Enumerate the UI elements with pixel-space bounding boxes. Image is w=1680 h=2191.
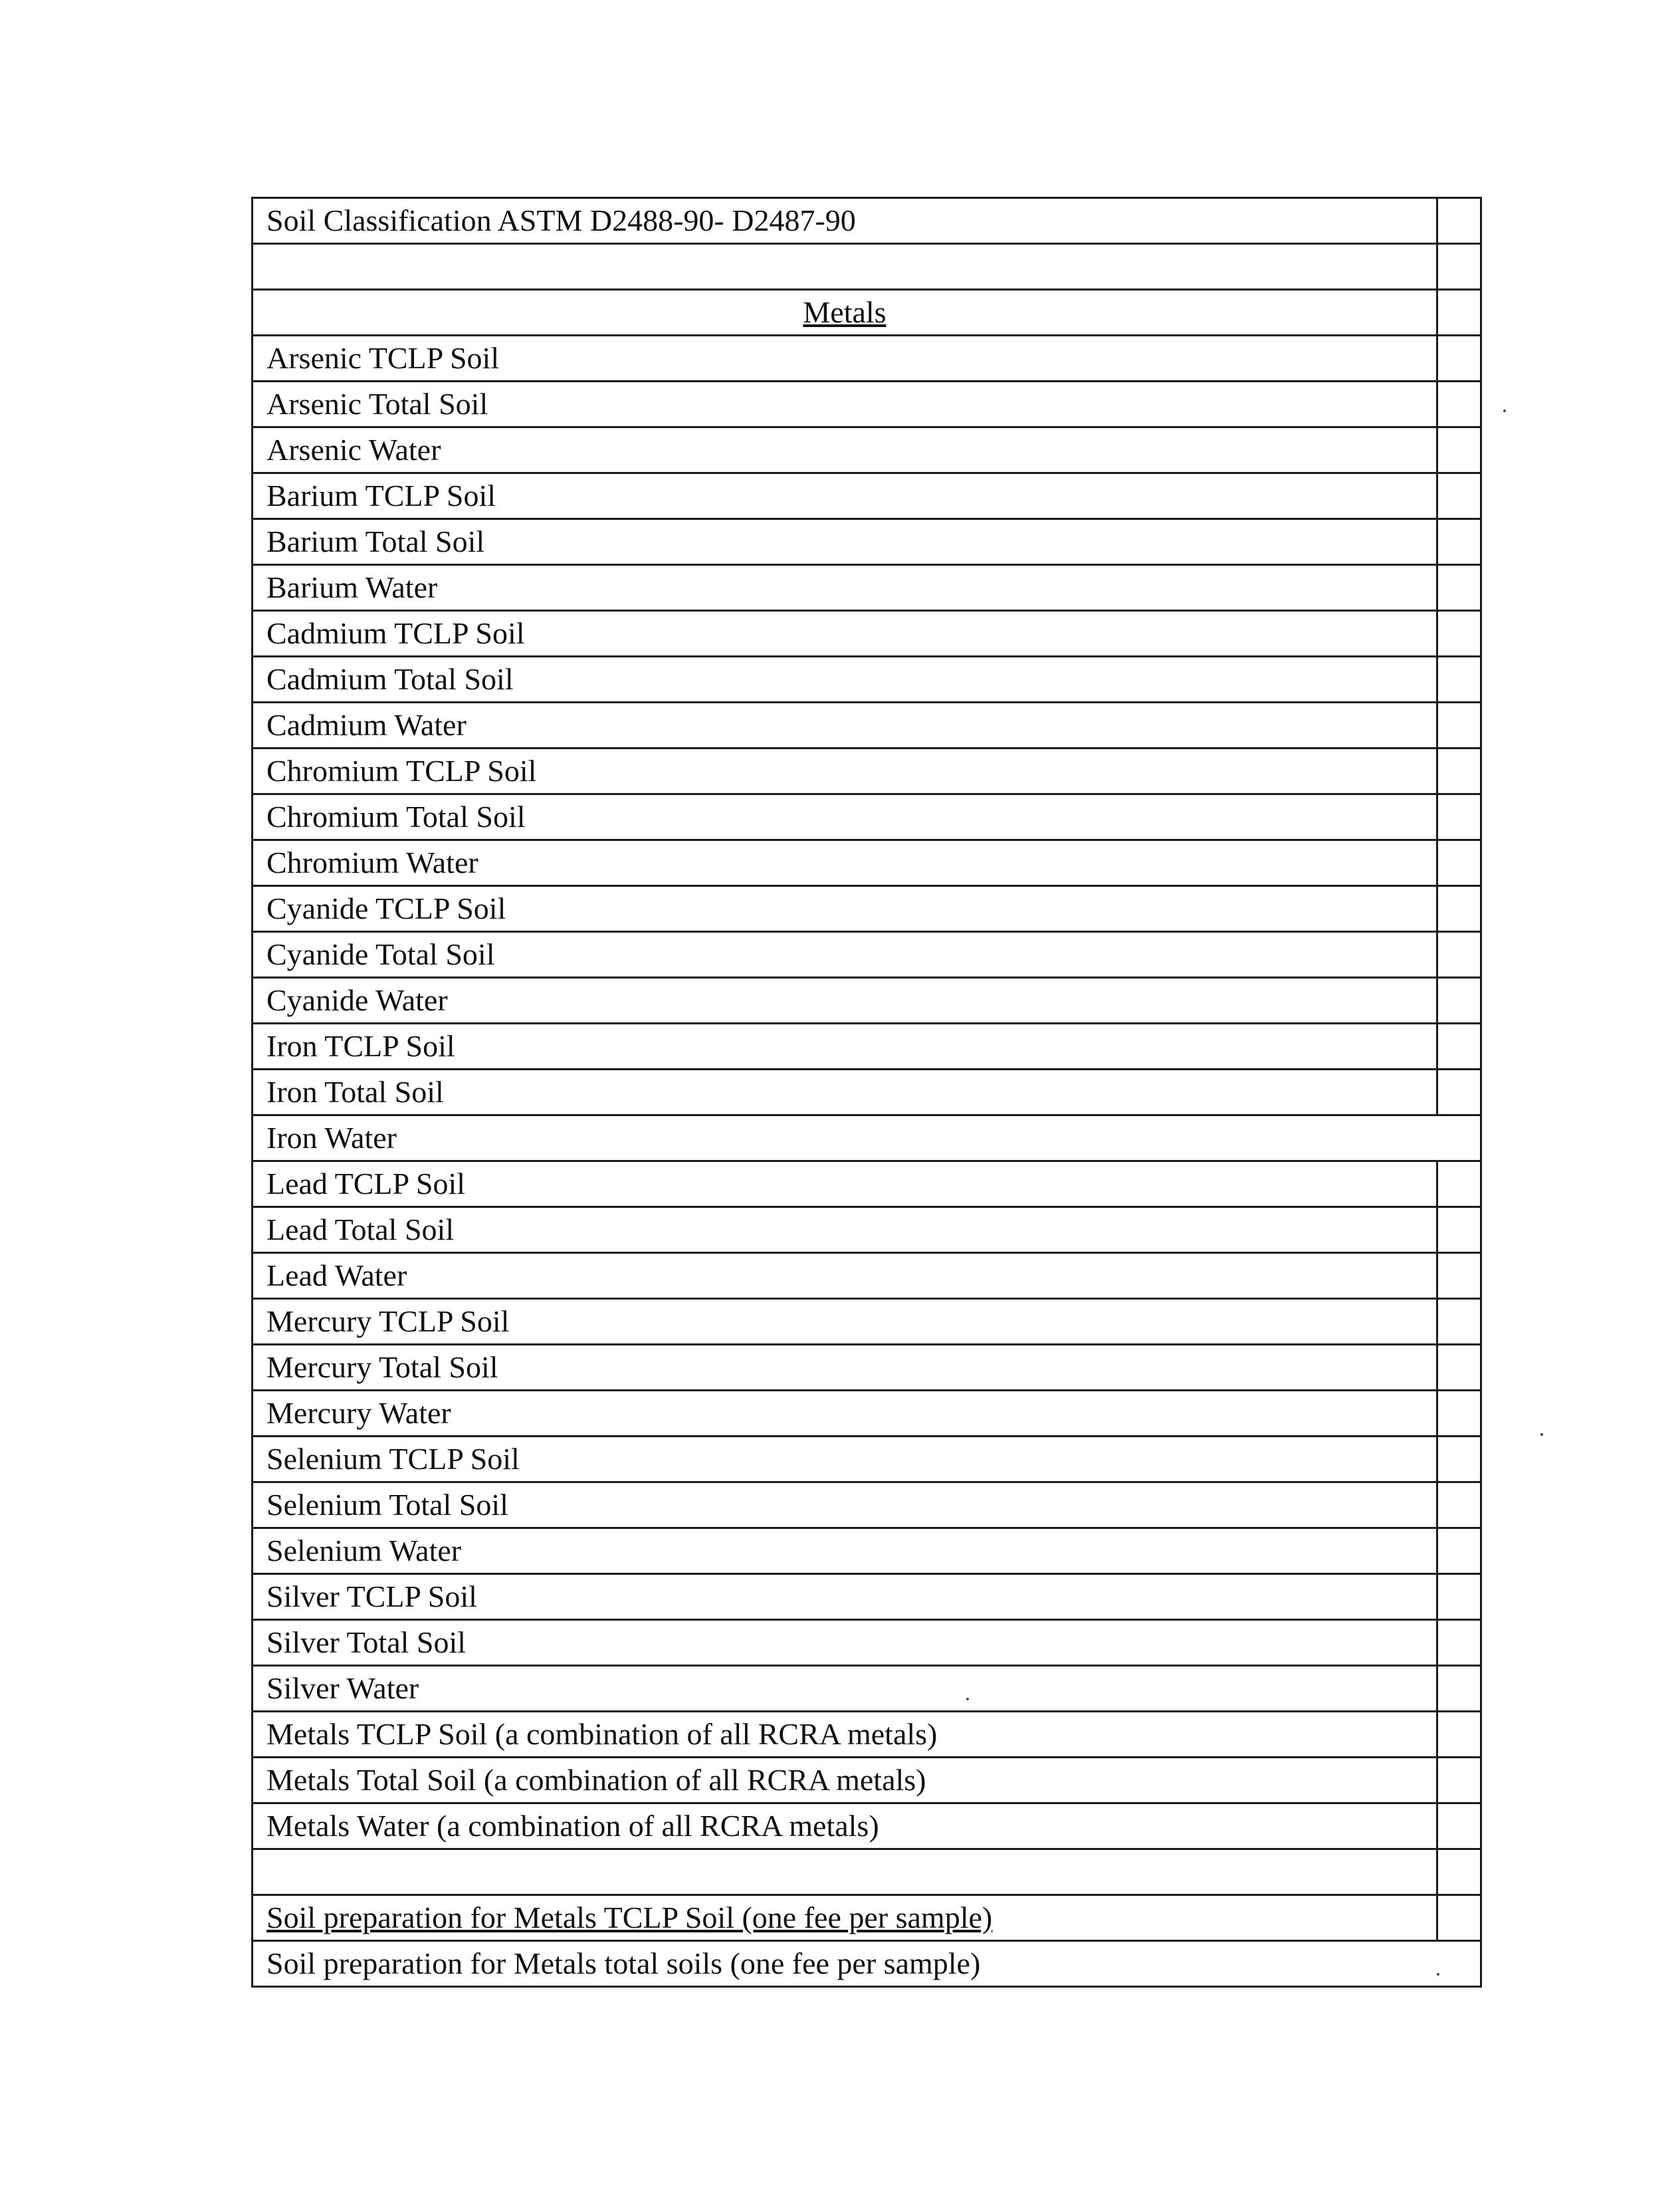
table-row [253,841,1480,887]
test-name: Silver TCLP Soil [266,1579,477,1613]
test-name: Silver Total Soil [266,1625,467,1659]
checkbox-cell[interactable] [1436,382,1480,426]
checkbox-cell[interactable] [1436,1254,1480,1298]
table-row [253,1254,1480,1300]
table-row [253,1896,1480,1942]
table-row [253,1437,1480,1483]
test-name: Soil preparation for Metals total soils (one fee per sample) [266,1946,981,1980]
checkbox-cell[interactable] [1436,1529,1480,1573]
table-row [253,1391,1480,1437]
table-row [253,1850,1480,1896]
checkbox-cell[interactable] [1436,1162,1480,1206]
test-name: Iron Water [266,1121,397,1155]
table-row [253,979,1480,1024]
table-row [253,1942,1480,1986]
checkbox-cell[interactable] [1436,657,1480,701]
test-name: Cadmium Total Soil [266,662,514,696]
test-name: Soil Classification ASTM D2488-90- D2487-90 [266,203,856,237]
table-row [253,1804,1480,1850]
checkbox-cell[interactable] [1436,566,1480,610]
checkbox-cell[interactable] [1436,612,1480,655]
checkbox-cell[interactable] [1436,1621,1480,1665]
checkbox-cell[interactable] [1436,1712,1480,1756]
checkbox-cell[interactable] [1436,520,1480,564]
test-name: Barium Total Soil [266,524,485,558]
test-name: Iron Total Soil [266,1075,444,1109]
table-row [253,1208,1480,1254]
checkbox-cell[interactable] [1436,1850,1480,1894]
test-name: Cadmium TCLP Soil [266,616,525,650]
test-name: Selenium TCLP Soil [266,1442,520,1476]
test-name: Lead TCLP Soil [266,1167,465,1201]
test-name: Metals Total Soil (a combination of all RCRA metals) [266,1763,926,1797]
table-row [253,1483,1480,1529]
metals-test-table [251,197,1482,1988]
checkbox-cell[interactable] [1436,1896,1480,1940]
table-row [253,1024,1480,1070]
table-row [253,520,1480,566]
table-row [253,1575,1480,1621]
test-name: Arsenic TCLP Soil [266,341,500,375]
checkbox-cell[interactable] [1436,1758,1480,1802]
test-name: Cyanide Water [266,983,448,1017]
table-row [253,199,1480,245]
checkbox-cell[interactable] [1436,1070,1480,1114]
checkbox-cell[interactable] [1436,979,1480,1022]
table-row [253,1070,1480,1116]
table-row [253,245,1480,290]
scan-speck [1540,1433,1543,1436]
checkbox-cell[interactable] [1436,1345,1480,1389]
checkbox-cell[interactable] [1436,245,1480,288]
test-name: Lead Total Soil [266,1212,455,1246]
checkbox-cell[interactable] [1436,474,1480,518]
test-name: Metals Water (a combination of all RCRA metals) [266,1809,879,1843]
table-row [253,933,1480,979]
test-name: Cadmium Water [266,708,467,742]
checkbox-cell[interactable] [1436,1024,1480,1068]
table-row [253,657,1480,703]
checkbox-cell[interactable] [1436,336,1480,380]
table-row [253,1116,1480,1162]
test-name: Barium TCLP Soil [266,479,496,513]
table-row [253,474,1480,520]
scan-speck [1437,1973,1439,1976]
table-row [253,795,1480,841]
test-name [253,1850,1436,1894]
checkbox-cell[interactable] [1436,933,1480,977]
checkbox-cell[interactable] [1436,1575,1480,1619]
table-row [253,290,1480,336]
test-name: Chromium TCLP Soil [266,754,537,788]
checkbox-cell[interactable] [1436,1391,1480,1435]
checkbox-cell[interactable] [1436,703,1480,747]
test-name: Mercury Water [266,1396,451,1430]
test-name: Arsenic Water [266,433,441,467]
table-row [253,703,1480,749]
test-name [253,245,1436,288]
section-heading: Metals [803,295,887,329]
table-row [253,612,1480,657]
checkbox-cell[interactable] [1436,1483,1480,1527]
table-row [253,749,1480,795]
table-row [253,1529,1480,1575]
table-row [253,887,1480,933]
test-name: Mercury Total Soil [266,1350,498,1384]
table-row [253,1621,1480,1667]
test-name: Cyanide Total Soil [266,937,495,971]
table-row [253,336,1480,382]
test-name: Metals TCLP Soil (a combination of all RCRA metals) [266,1717,938,1751]
table-row [253,1300,1480,1345]
test-name: Selenium Water [266,1534,462,1567]
test-name: Silver Water [266,1671,419,1705]
checkbox-cell[interactable] [1436,887,1480,931]
test-name: Arsenic Total Soil [266,387,488,421]
test-name: Lead Water [266,1258,407,1292]
test-name: Selenium Total Soil [266,1488,508,1522]
test-name: Chromium Total Soil [266,800,526,834]
checkbox-cell[interactable] [1436,199,1480,243]
table-row [253,1345,1480,1391]
table-row [253,1162,1480,1208]
checkbox-cell[interactable] [1436,290,1480,334]
table-row [253,1758,1480,1804]
table-row [253,382,1480,428]
checkbox-cell[interactable] [1436,1804,1480,1848]
checkbox-cell[interactable] [1436,1667,1480,1710]
test-name: Barium Water [266,570,438,604]
scan-speck [1503,409,1506,412]
scan-speck [966,1698,969,1700]
checkbox-cell[interactable] [1436,749,1480,793]
checkbox-cell[interactable] [1436,428,1480,472]
table-row [253,1712,1480,1758]
test-name: Cyanide TCLP Soil [266,891,506,925]
checkbox-cell[interactable] [1436,1437,1480,1481]
table-row [253,428,1480,474]
checkbox-cell[interactable] [1436,795,1480,839]
test-name: Soil preparation for Metals TCLP Soil (one fee per sample) [266,1901,993,1934]
table-row [253,1667,1480,1712]
test-name: Iron TCLP Soil [266,1029,455,1063]
checkbox-cell[interactable] [1436,841,1480,885]
table-row [253,566,1480,612]
checkbox-cell[interactable] [1436,1300,1480,1343]
test-name: Mercury TCLP Soil [266,1304,510,1338]
checkbox-cell[interactable] [1436,1208,1480,1252]
test-name: Chromium Water [266,846,478,879]
